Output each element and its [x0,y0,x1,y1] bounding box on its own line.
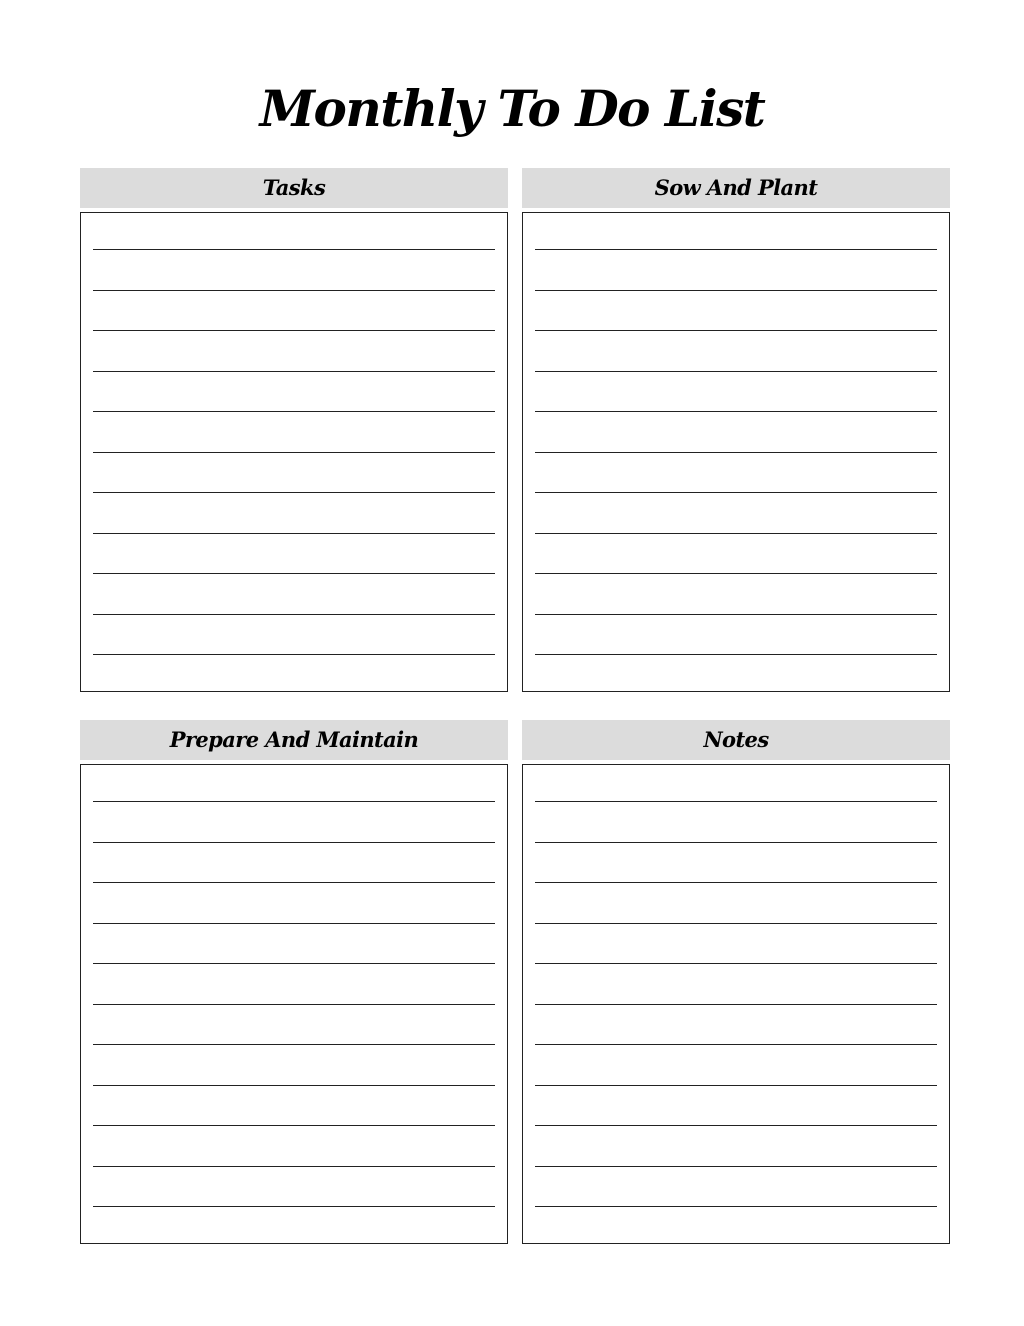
writing-area[interactable] [80,212,508,692]
writing-line [93,1044,495,1045]
section-header: Sow And Plant [522,168,950,208]
section-prepare-and-maintain [80,720,508,1244]
writing-line [535,573,937,574]
writing-line [535,1085,937,1086]
writing-line [535,801,937,802]
writing-line [93,452,495,453]
writing-line [93,330,495,331]
page-title: Monthly To Do List [259,79,765,138]
section-notes [522,720,950,1244]
writing-line [535,842,937,843]
writing-line [535,492,937,493]
writing-line [535,1206,937,1207]
writing-line [93,533,495,534]
writing-line [535,371,937,372]
writing-line [535,654,937,655]
writing-line [535,1166,937,1167]
writing-area[interactable] [80,764,508,1244]
section-header: Notes [522,720,950,760]
section-sow-and-plant [522,168,950,692]
writing-line [93,290,495,291]
writing-line [535,330,937,331]
writing-line [93,573,495,574]
writing-line [93,923,495,924]
writing-area[interactable] [522,212,950,692]
writing-area[interactable] [522,764,950,1244]
writing-line [535,249,937,250]
writing-line [535,411,937,412]
writing-line [93,1166,495,1167]
writing-line [535,1004,937,1005]
writing-line [535,923,937,924]
writing-line [93,492,495,493]
writing-line [93,1206,495,1207]
writing-line [535,963,937,964]
writing-line [93,1125,495,1126]
writing-line [93,882,495,883]
writing-line [535,452,937,453]
writing-line [93,411,495,412]
writing-line [93,801,495,802]
section-tasks [80,168,508,692]
writing-line [535,533,937,534]
writing-line [93,963,495,964]
writing-line [535,1125,937,1126]
writing-line [93,1085,495,1086]
section-header: Prepare And Maintain [80,720,508,760]
writing-line [93,371,495,372]
writing-line [535,882,937,883]
writing-line [535,290,937,291]
writing-line [93,842,495,843]
writing-line [93,249,495,250]
writing-line [93,654,495,655]
writing-line [93,1004,495,1005]
writing-line [93,614,495,615]
writing-line [535,1044,937,1045]
writing-line [535,614,937,615]
section-header: Tasks [80,168,508,208]
